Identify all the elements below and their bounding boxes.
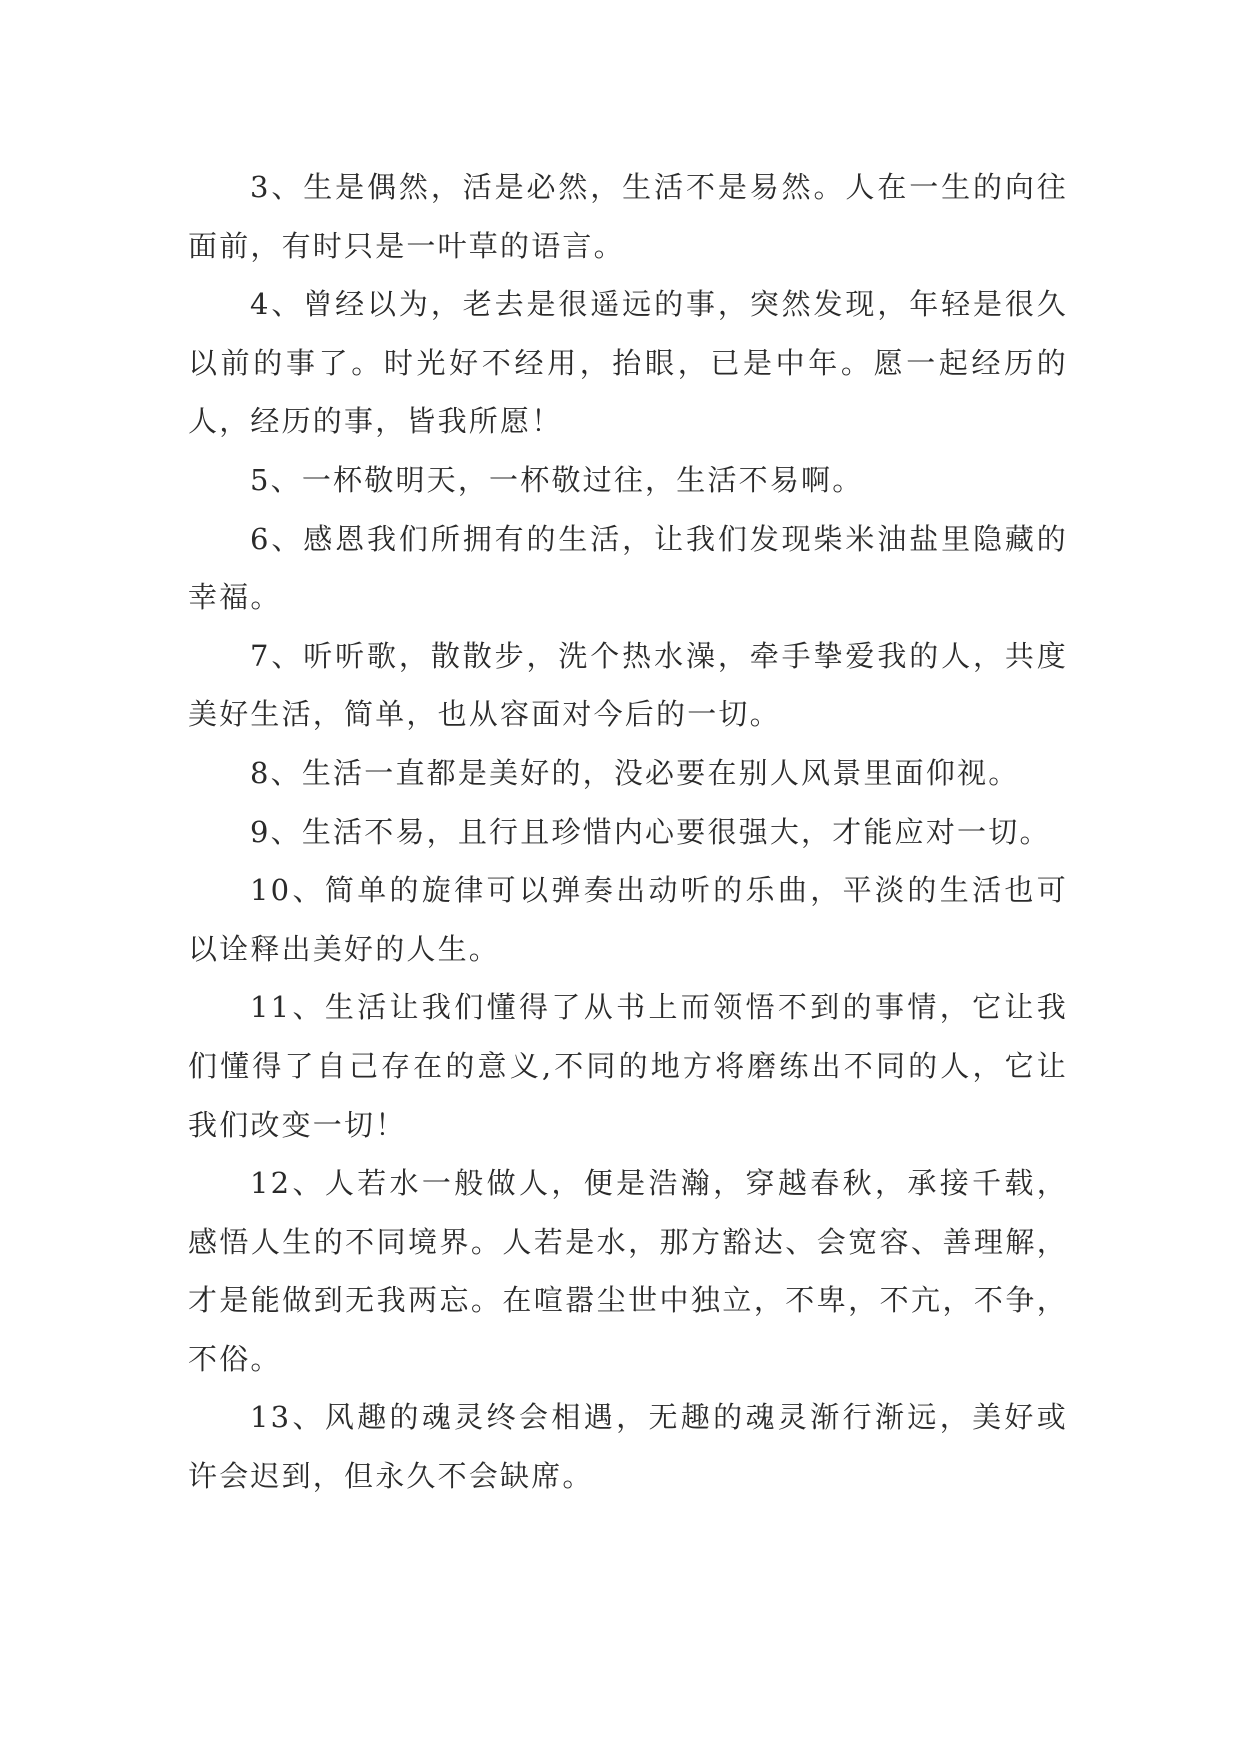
paragraph-7: 7、听听歌，散散步，洗个热水澡，牵手挚爱我的人，共度美好生活，简单，也从容面对今后的一切。	[188, 638, 1068, 732]
paragraph-3: 3、生是偶然，活是必然，生活不是易然。人在一生的向往面前，有时只是一叶草的语言。	[188, 170, 1068, 263]
document-body	[188, 158, 1068, 1506]
paragraph-9: 9、生活不易，且行且珍惜内心要很强大，才能应对一切。	[250, 814, 1051, 849]
paragraph-10: 10、简单的旋律可以弹奏出动听的乐曲，平淡的生活也可以诠释出美好的人生。	[188, 873, 1068, 966]
paragraph-12: 12、人若水一般做人，便是浩瀚，穿越春秋，承接千载，感悟人生的不同境界。人若是水，那方豁达、会宽容、善理解，才是能做到无我两忘。在喧嚣尘世中独立，不卑，不亢，不争，不俗。	[188, 1166, 1068, 1376]
paragraph-4: 4、曾经以为，老去是很遥远的事，突然发现，年轻是很久以前的事了。时光好不经用，抬眼，已是中年。愿一起经历的人，经历的事，皆我所愿！	[188, 287, 1068, 439]
paragraph-13: 13、风趣的魂灵终会相遇，无趣的魂灵渐行渐远，美好或许会迟到，但永久不会缺席。	[188, 1400, 1068, 1494]
paragraph-11: 11、生活让我们懂得了从书上而领悟不到的事情，它让我们懂得了自己存在的意义,不同的地方将磨练出不同的人，它让我们改变一切！	[188, 990, 1068, 1142]
paragraph-6: 6、感恩我们所拥有的生活，让我们发现柴米油盐里隐藏的幸福。	[188, 521, 1068, 615]
paragraph-5: 5、一杯敬明天，一杯敬过往，生活不易啊。	[250, 462, 864, 497]
paragraph-8: 8、生活一直都是美好的，没必要在别人风景里面仰视。	[250, 755, 1020, 790]
